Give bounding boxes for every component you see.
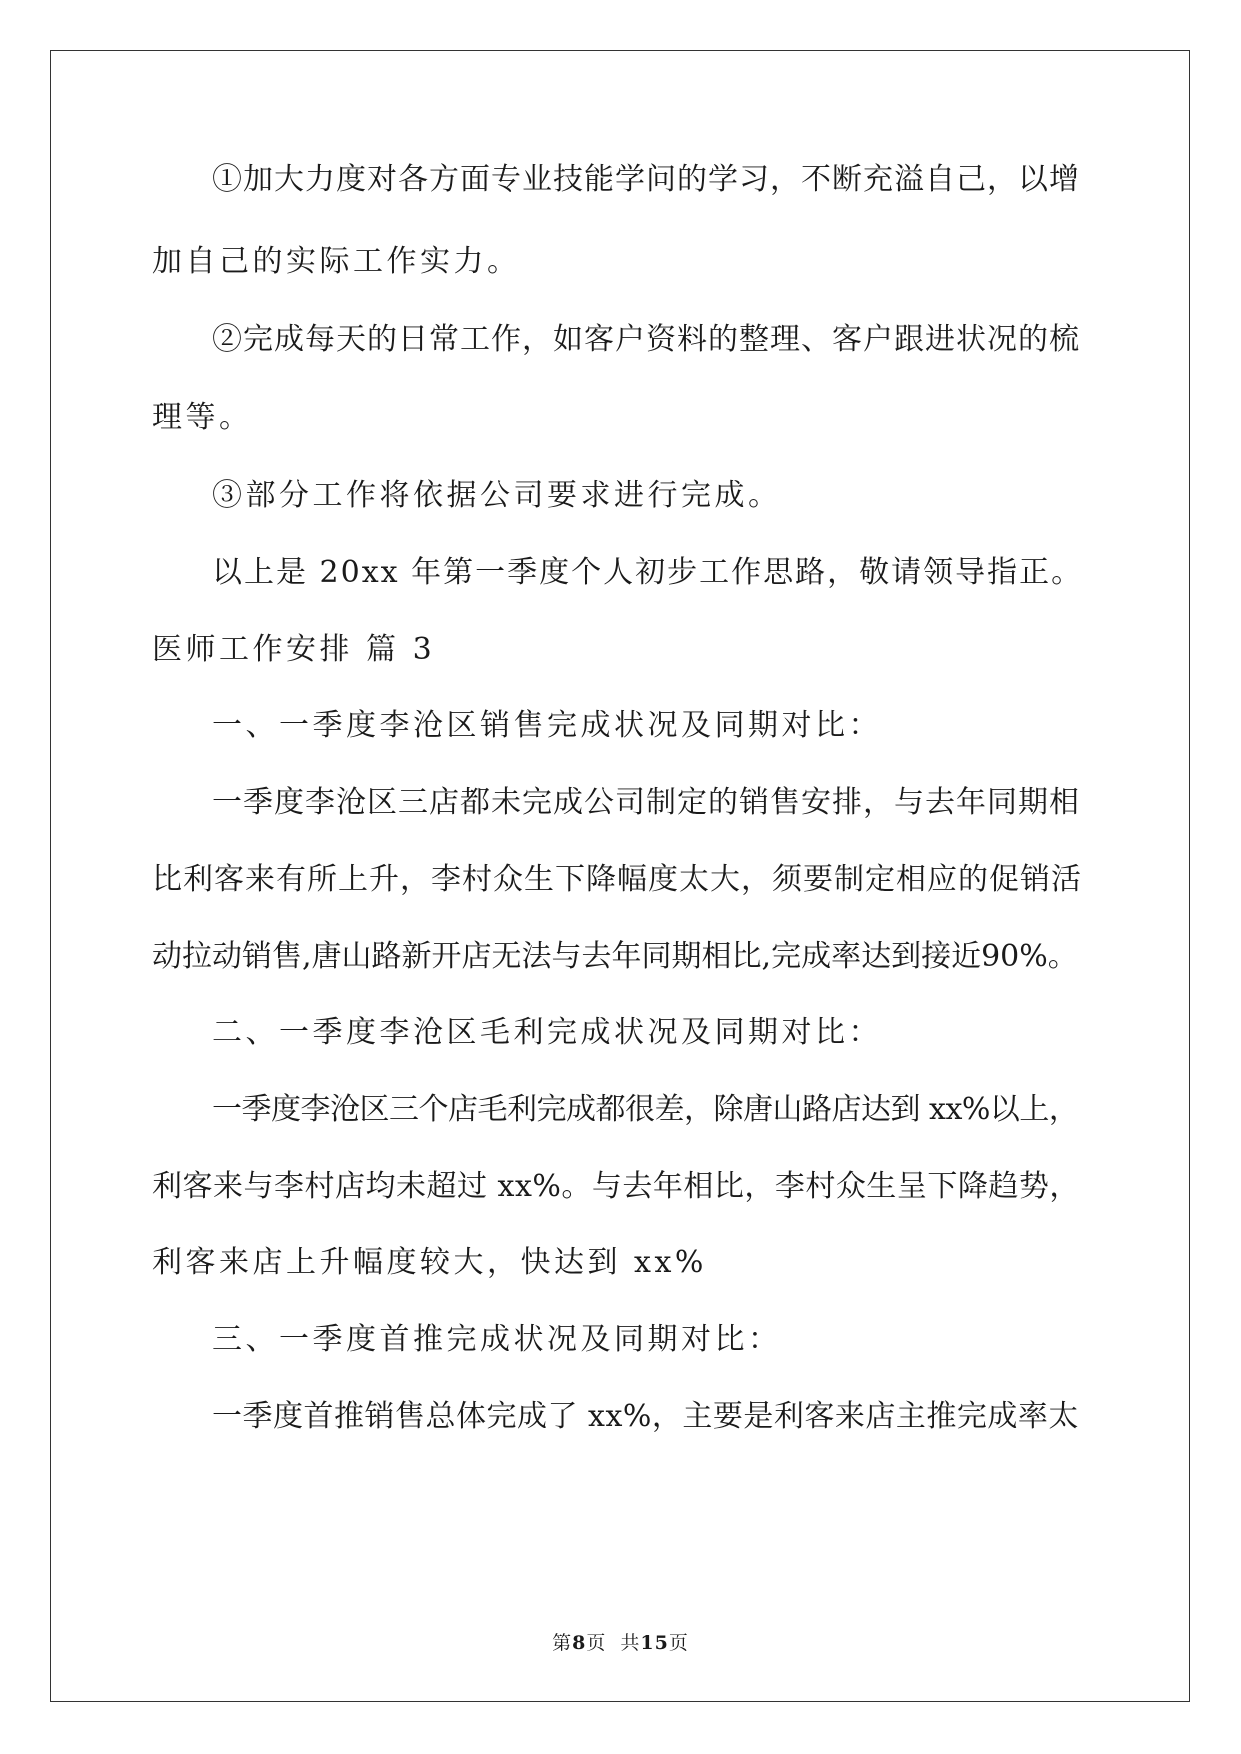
paragraph-line: 一、一季度李沧区销售完成状况及同期对比：	[212, 708, 882, 743]
paragraph-line: 利客来店上升幅度较大，快达到 xx%	[152, 1245, 707, 1280]
current-page-number: 8	[572, 1632, 587, 1654]
paragraph-line: 加自己的实际工作实力。	[152, 244, 521, 279]
paragraph-line: 动拉动销售,唐山路新开店无法与去年同期相比,完成率达到接近90%。	[152, 939, 1078, 974]
paragraph-line: 三、一季度首推完成状况及同期对比：	[212, 1322, 782, 1357]
paragraph-line: 一季度李沧区三个店毛利完成都很差，除唐山路店达到 xx%以上，	[212, 1092, 1079, 1127]
total-unit: 页	[668, 1632, 689, 1654]
paragraph-line: ①加大力度对各方面专业技能学问的学习，不断充溢自己，以增	[212, 162, 1080, 197]
paragraph-line: ③部分工作将依据公司要求进行完成。	[212, 478, 782, 513]
paragraph-line: 一季度首推销售总体完成了 xx%，主要是利客来店主推完成率太	[212, 1399, 1079, 1434]
paragraph-line: ②完成每天的日常工作，如客户资料的整理、客户跟进状况的梳	[212, 322, 1080, 357]
paragraph-line: 利客来与李村店均未超过 xx%。与去年相比，李村众生呈下降趋势，	[152, 1169, 1080, 1204]
page-prefix: 第	[552, 1632, 573, 1654]
total-page-number: 15	[640, 1632, 669, 1654]
page-unit: 页	[586, 1632, 607, 1654]
page-number-footer	[0, 1628, 1241, 1655]
paragraph-line: 以上是 20xx 年第一季度个人初步工作思路，敬请领导指正。	[212, 555, 1084, 590]
total-prefix: 共	[620, 1632, 641, 1654]
section-heading: 医师工作安排 篇 3	[152, 632, 436, 667]
paragraph-line: 比利客来有所上升，李村众生下降幅度太大，须要制定相应的促销活	[152, 862, 1082, 897]
paragraph-line: 一季度李沧区三店都未完成公司制定的销售安排，与去年同期相	[212, 785, 1080, 820]
paragraph-line: 理等。	[152, 400, 253, 435]
paragraph-line: 二、一季度李沧区毛利完成状况及同期对比：	[212, 1015, 882, 1050]
